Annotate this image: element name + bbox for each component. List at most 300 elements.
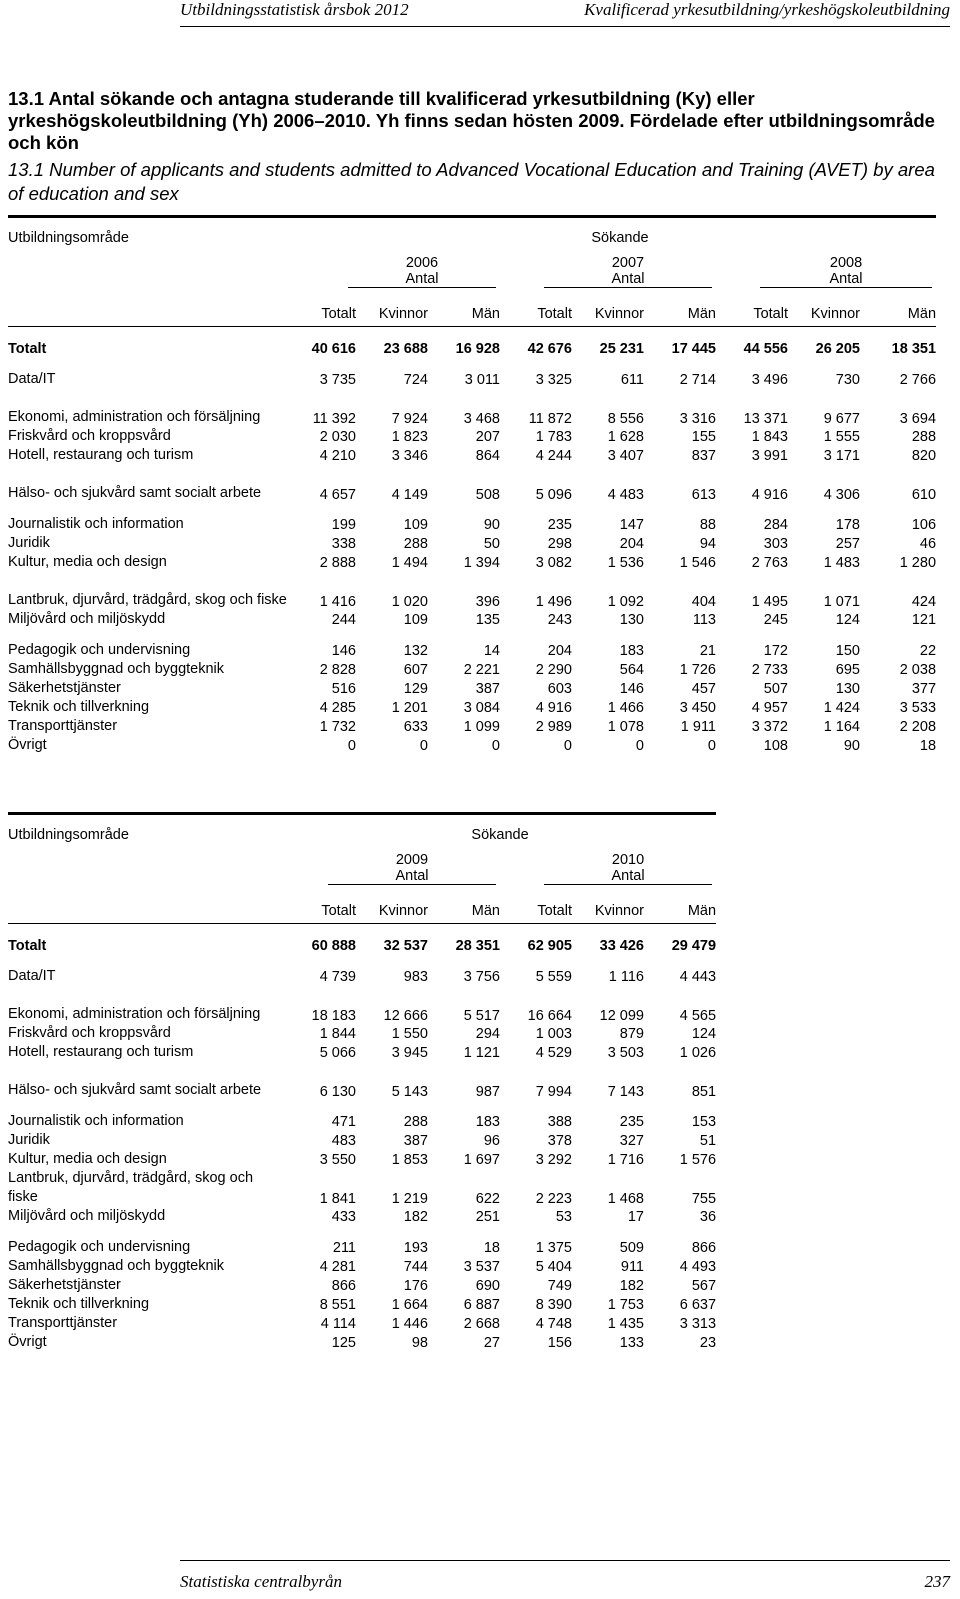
cell-value: 288 xyxy=(403,535,428,552)
cell-value: 4 210 xyxy=(319,447,356,464)
column-subheader: Totalt xyxy=(500,297,572,327)
cell-value: 9 677 xyxy=(823,411,860,427)
cell-value: 607 xyxy=(403,661,428,678)
table-row xyxy=(8,534,936,553)
cell-value: 378 xyxy=(547,1132,572,1149)
unit-label: Antal xyxy=(611,270,645,287)
cell-value: 866 xyxy=(691,1239,717,1256)
cell-value: 182 xyxy=(403,1208,428,1225)
cell-value: 1 823 xyxy=(391,428,428,445)
cell-value: 5 096 xyxy=(535,487,572,503)
cell-value: 193 xyxy=(403,1239,428,1256)
cell-value: 146 xyxy=(619,680,644,697)
cell-value: 879 xyxy=(619,1025,644,1042)
cell-value: 4 483 xyxy=(607,487,644,503)
cell-value: 3 756 xyxy=(463,968,500,985)
cell-value: 1 550 xyxy=(391,1025,428,1042)
cell-value: 150 xyxy=(835,642,860,659)
cell-value: 4 529 xyxy=(535,1044,572,1061)
cell-value: 0 xyxy=(347,737,356,754)
row-label: Ekonomi, administration och försäljning xyxy=(8,1006,261,1022)
cell-value: 3 084 xyxy=(463,699,500,716)
cell-value: 387 xyxy=(403,1132,428,1149)
row-label: Pedagogik och undervisning xyxy=(8,1239,191,1255)
cell-value: 245 xyxy=(763,611,788,628)
cell-value: 25 231 xyxy=(599,340,644,357)
cell-value: 1 911 xyxy=(680,718,716,735)
cell-value: 1 843 xyxy=(751,428,788,445)
cell-value: 0 xyxy=(707,737,716,754)
cell-value: 235 xyxy=(619,1113,644,1130)
cell-value: 23 xyxy=(699,1334,717,1351)
cell-value: 1 468 xyxy=(607,1191,644,1207)
cell-value: 622 xyxy=(475,1191,500,1207)
cell-value: 1 394 xyxy=(463,554,500,571)
row-label: Teknik och tillverkning xyxy=(8,1296,150,1312)
cell-value: 40 616 xyxy=(311,340,356,357)
cell-value: 866 xyxy=(331,1277,356,1294)
cell-value: 3 011 xyxy=(464,371,500,388)
table-row xyxy=(8,370,936,389)
cell-value: 121 xyxy=(911,611,937,628)
cell-value: 130 xyxy=(619,611,644,628)
cell-value: 730 xyxy=(835,371,860,388)
cell-value: 1 783 xyxy=(535,428,572,445)
cell-value: 44 556 xyxy=(743,340,788,357)
column-subheader: Män xyxy=(428,894,500,924)
table-row xyxy=(8,967,716,986)
cell-value: 2 030 xyxy=(319,428,356,445)
table-row xyxy=(8,1131,716,1150)
cell-value: 1 026 xyxy=(679,1044,717,1061)
column-subheader: Män xyxy=(428,297,500,327)
cell-value: 133 xyxy=(619,1334,644,1351)
row-label: Hotell, restaurang och turism xyxy=(8,447,194,463)
cell-value: 244 xyxy=(331,611,356,628)
cell-value: 610 xyxy=(911,487,937,503)
cell-value: 387 xyxy=(475,680,500,697)
cell-value: 32 537 xyxy=(383,937,428,954)
cell-value: 106 xyxy=(911,516,937,533)
cell-value: 17 xyxy=(627,1208,644,1225)
cell-value: 1 841 xyxy=(319,1191,356,1207)
cell-value: 4 657 xyxy=(319,487,356,503)
row-label: Data/IT xyxy=(8,968,56,984)
row-label: Samhällsbyggnad och byggteknik xyxy=(8,1258,225,1274)
cell-value: 1 121 xyxy=(463,1044,500,1061)
cell-value: 8 556 xyxy=(607,411,644,427)
row-label: Övrigt xyxy=(8,737,47,753)
cell-value: 288 xyxy=(911,428,937,445)
cell-value: 4 739 xyxy=(319,968,356,985)
cell-value: 11 392 xyxy=(312,411,356,427)
column-subheader: Kvinnor xyxy=(356,297,428,327)
cell-value: 176 xyxy=(403,1277,428,1294)
cell-value: 3 468 xyxy=(463,411,500,427)
cell-value: 178 xyxy=(835,516,860,533)
cell-value: 1 446 xyxy=(391,1315,428,1332)
row-label: Journalistik och information xyxy=(8,516,184,532)
cell-value: 1 726 xyxy=(679,661,716,678)
year-label: 2006 xyxy=(405,254,439,271)
cell-value: 96 xyxy=(483,1132,500,1149)
cell-value: 29 479 xyxy=(671,937,717,954)
table-row xyxy=(8,1333,716,1352)
cell-value: 146 xyxy=(331,642,356,659)
cell-value: 257 xyxy=(835,535,860,552)
cell-value: 36 xyxy=(699,1208,717,1225)
cell-value: 18 183 xyxy=(311,1008,356,1024)
table-row xyxy=(8,1024,716,1043)
cell-value: 1 164 xyxy=(823,718,860,735)
column-subheader: Män xyxy=(860,297,936,327)
group-header-sokande: Sökande xyxy=(304,217,936,247)
cell-value: 183 xyxy=(619,642,644,659)
cell-value: 2 714 xyxy=(679,371,716,388)
cell-value: 3 735 xyxy=(319,371,356,388)
column-subheader: Kvinnor xyxy=(572,894,644,924)
row-label: Miljövård och miljöskydd xyxy=(8,611,166,627)
cell-value: 46 xyxy=(919,535,937,552)
cell-value: 42 676 xyxy=(527,340,572,357)
year-label: 2009 xyxy=(395,851,429,868)
row-label: Säkerhetstjänster xyxy=(8,680,121,696)
cell-value: 744 xyxy=(403,1258,428,1275)
cell-value: 2 208 xyxy=(899,718,937,735)
cell-value: 396 xyxy=(475,594,500,610)
table-row xyxy=(8,389,936,427)
cell-value: 1 576 xyxy=(679,1151,717,1168)
column-subheader: Totalt xyxy=(500,894,572,924)
cell-value: 2 733 xyxy=(751,661,788,678)
cell-value: 1 495 xyxy=(751,594,788,610)
cell-value: 5 517 xyxy=(463,1008,500,1024)
row-label: Miljövård och miljöskydd xyxy=(8,1208,166,1224)
cell-value: 98 xyxy=(411,1334,428,1351)
cell-value: 1 697 xyxy=(463,1151,500,1168)
table-row xyxy=(8,1112,716,1131)
cell-value: 613 xyxy=(691,487,716,503)
unit-label: Antal xyxy=(611,867,645,884)
cell-value: 5 559 xyxy=(535,968,572,985)
column-subheader: Kvinnor xyxy=(572,297,644,327)
cell-value: 90 xyxy=(483,516,500,533)
row-label: Lantbruk, djurvård, trädgård, skog och fiske xyxy=(8,1170,254,1205)
row-label: Ekonomi, administration och försäljning xyxy=(8,409,261,425)
cell-value: 1 628 xyxy=(607,428,644,445)
cell-value: 603 xyxy=(547,680,572,697)
cell-value: 837 xyxy=(691,447,716,464)
cell-value: 50 xyxy=(483,535,500,552)
header-spacer xyxy=(8,247,304,297)
cell-value: 3 533 xyxy=(899,699,937,716)
row-label: Juridik xyxy=(8,1132,50,1148)
cell-value: 3 325 xyxy=(535,371,572,388)
column-subheader: Kvinnor xyxy=(356,894,428,924)
year-header xyxy=(304,247,500,297)
row-label: Totalt xyxy=(8,937,47,954)
cell-value: 567 xyxy=(691,1277,717,1294)
cell-value: 3 496 xyxy=(751,371,788,388)
cell-value: 16 664 xyxy=(527,1008,572,1024)
cell-value: 8 390 xyxy=(535,1296,572,1313)
statistics-table-2006-2008 xyxy=(8,215,936,755)
cell-value: 3 945 xyxy=(391,1044,428,1061)
cell-value: 27 xyxy=(483,1334,500,1351)
cell-value: 749 xyxy=(547,1277,572,1294)
cell-value: 3 550 xyxy=(319,1151,356,1168)
table-row xyxy=(8,660,936,679)
cell-value: 6 887 xyxy=(463,1296,500,1313)
cell-value: 483 xyxy=(331,1132,356,1149)
row-label: Transporttjänster xyxy=(8,1315,118,1331)
cell-value: 690 xyxy=(475,1277,500,1294)
table-row xyxy=(8,1314,716,1333)
row-label: Kultur, media och design xyxy=(8,1151,167,1167)
cell-value: 4 957 xyxy=(751,699,788,716)
cell-value: 1 003 xyxy=(535,1025,572,1042)
cell-value: 7 994 xyxy=(535,1084,572,1100)
page-footer xyxy=(180,1560,950,1590)
table-title-english: 13.1 Number of applicants and students admitted to Advanced Vocational Education and Training (AVET) by area of education and sex xyxy=(8,159,935,204)
cell-value: 4 916 xyxy=(751,487,788,503)
cell-value: 4 114 xyxy=(320,1315,356,1332)
statistics-table-2009-2010 xyxy=(8,812,716,1352)
cell-value: 94 xyxy=(699,535,716,552)
cell-value: 303 xyxy=(763,535,788,552)
table-row xyxy=(8,1238,716,1257)
row-label: Friskvård och kroppsvård xyxy=(8,428,171,444)
cell-value: 471 xyxy=(331,1113,356,1130)
table-row xyxy=(8,698,936,717)
cell-value: 433 xyxy=(331,1208,356,1225)
year-label: 2007 xyxy=(611,254,645,271)
table-row xyxy=(8,717,936,736)
cell-value: 1 020 xyxy=(391,594,428,610)
footer-publisher: Statistiska centralbyrån xyxy=(180,1572,342,1591)
cell-value: 129 xyxy=(403,680,428,697)
column-subheader: Män xyxy=(644,297,716,327)
cell-value: 1 546 xyxy=(679,554,716,571)
stub-header: Utbildningsområde xyxy=(8,217,304,247)
row-label: Juridik xyxy=(8,535,50,551)
cell-value: 2 290 xyxy=(535,661,572,678)
row-label: Hälso- och sjukvård samt socialt arbete xyxy=(8,1082,262,1098)
table-row xyxy=(8,1295,716,1314)
cell-value: 18 xyxy=(919,737,937,754)
cell-value: 4 443 xyxy=(679,968,717,985)
cell-value: 1 424 xyxy=(823,699,860,716)
cell-value: 4 493 xyxy=(679,1258,717,1275)
cell-value: 4 281 xyxy=(319,1258,356,1275)
cell-value: 611 xyxy=(620,371,644,388)
cell-value: 1 435 xyxy=(607,1315,644,1332)
cell-value: 18 xyxy=(483,1239,500,1256)
cell-value: 1 219 xyxy=(391,1191,428,1207)
cell-value: 1 732 xyxy=(319,718,356,735)
table-row xyxy=(8,610,936,629)
cell-value: 155 xyxy=(691,428,716,445)
row-label: Hälso- och sjukvård samt socialt arbete xyxy=(8,485,262,501)
cell-value: 3 313 xyxy=(679,1315,717,1332)
cell-value: 153 xyxy=(691,1113,717,1130)
year-header xyxy=(716,247,936,297)
table-row xyxy=(8,679,936,698)
stub-header: Utbildningsområde xyxy=(8,814,284,844)
header-spacer xyxy=(8,844,284,894)
cell-value: 294 xyxy=(475,1025,500,1042)
cell-value: 1 494 xyxy=(391,554,428,571)
row-label: Journalistik och information xyxy=(8,1113,184,1129)
table-row xyxy=(8,1169,716,1207)
cell-value: 1 280 xyxy=(899,554,937,571)
cell-value: 156 xyxy=(547,1334,572,1351)
cell-value: 51 xyxy=(699,1132,717,1149)
cell-value: 564 xyxy=(619,661,644,678)
cell-value: 4 748 xyxy=(535,1315,572,1332)
row-label: Kultur, media och design xyxy=(8,554,167,570)
cell-value: 28 351 xyxy=(455,937,500,954)
cell-value: 16 928 xyxy=(455,340,500,357)
year-header xyxy=(284,844,500,894)
cell-value: 1 071 xyxy=(823,594,860,610)
cell-value: 2 766 xyxy=(899,371,937,388)
cell-value: 1 716 xyxy=(607,1151,644,1168)
cell-value: 7 143 xyxy=(607,1084,644,1100)
table-row xyxy=(8,736,936,755)
table-row xyxy=(8,427,936,446)
cell-value: 3 346 xyxy=(391,447,428,464)
running-header xyxy=(0,0,960,32)
cell-value: 4 565 xyxy=(679,1008,717,1024)
cell-value: 124 xyxy=(835,611,860,628)
cell-value: 14 xyxy=(483,642,500,659)
cell-value: 5 404 xyxy=(535,1258,572,1275)
cell-value: 132 xyxy=(403,642,428,659)
cell-value: 88 xyxy=(699,516,716,533)
cell-value: 3 991 xyxy=(751,447,788,464)
cell-value: 388 xyxy=(547,1113,572,1130)
cell-value: 11 872 xyxy=(528,411,572,427)
cell-value: 851 xyxy=(691,1084,717,1100)
cell-value: 243 xyxy=(547,611,572,628)
cell-value: 424 xyxy=(911,594,937,610)
cell-value: 183 xyxy=(475,1113,500,1130)
cell-value: 235 xyxy=(547,516,572,533)
cell-value: 2 668 xyxy=(463,1315,500,1332)
year-header xyxy=(500,247,716,297)
row-label: Pedagogik och undervisning xyxy=(8,642,191,658)
cell-value: 207 xyxy=(475,428,500,445)
cell-value: 3 537 xyxy=(463,1258,500,1275)
column-subheader: Kvinnor xyxy=(788,297,860,327)
row-label: Lantbruk, djurvård, trädgård, skog och fiske xyxy=(8,592,287,608)
cell-value: 1 078 xyxy=(607,718,644,735)
column-subheader: Totalt xyxy=(284,894,356,924)
header-chapter-title: Kvalificerad yrkesutbildning/yrkeshögskoleutbildning xyxy=(584,0,950,19)
cell-value: 22 xyxy=(919,642,937,659)
header-rule xyxy=(180,26,950,27)
cell-value: 983 xyxy=(403,968,428,985)
cell-value: 5 066 xyxy=(319,1044,356,1061)
row-label: Hotell, restaurang och turism xyxy=(8,1044,194,1060)
cell-value: 327 xyxy=(619,1132,644,1149)
cell-value: 2 038 xyxy=(899,661,937,678)
cell-value: 12 099 xyxy=(599,1008,644,1024)
cell-value: 182 xyxy=(619,1277,644,1294)
row-label: Transporttjänster xyxy=(8,718,118,734)
cell-value: 211 xyxy=(332,1239,356,1256)
cell-value: 1 536 xyxy=(607,554,644,571)
table-row xyxy=(8,465,936,503)
cell-value: 17 445 xyxy=(671,340,716,357)
table-row-total xyxy=(8,339,936,358)
table-row xyxy=(8,1043,716,1062)
cell-value: 1 092 xyxy=(607,594,644,610)
year-label: 2010 xyxy=(611,851,645,868)
cell-value: 204 xyxy=(619,535,644,552)
cell-value: 135 xyxy=(475,611,500,628)
cell-value: 724 xyxy=(403,371,428,388)
row-label: Samhällsbyggnad och byggteknik xyxy=(8,661,225,677)
cell-value: 1 753 xyxy=(607,1296,644,1313)
table-row xyxy=(8,1276,716,1295)
table-row xyxy=(8,1150,716,1169)
table-row xyxy=(8,572,936,610)
cell-value: 33 426 xyxy=(599,937,644,954)
column-subheader: Totalt xyxy=(304,297,356,327)
cell-value: 4 916 xyxy=(535,699,572,716)
cell-value: 1 466 xyxy=(607,699,644,716)
cell-value: 13 371 xyxy=(743,411,788,427)
table-row xyxy=(8,553,936,572)
cell-value: 125 xyxy=(331,1334,356,1351)
cell-value: 2 828 xyxy=(319,661,356,678)
cell-value: 0 xyxy=(419,737,428,754)
cell-value: 695 xyxy=(835,661,860,678)
cell-value: 298 xyxy=(547,535,572,552)
cell-value: 1 201 xyxy=(391,699,428,716)
cell-value: 987 xyxy=(475,1084,500,1100)
table-row xyxy=(8,515,936,534)
table-title-swedish: 13.1 Antal sökande och antagna studerande till kvalificerad yrkesutbildning (Ky) eller yrkeshögskoleutbildning (Yh) 2006–2010. Yh finns sedan hösten 2009. Fördelade efter utbildningsområde och kön xyxy=(8,88,935,153)
cell-value: 508 xyxy=(475,487,500,503)
cell-value: 3 503 xyxy=(607,1044,644,1061)
cell-value: 7 924 xyxy=(391,411,428,427)
row-label: Teknik och tillverkning xyxy=(8,699,150,715)
cell-value: 820 xyxy=(911,447,937,464)
column-subheader: Totalt xyxy=(716,297,788,327)
table-row xyxy=(8,986,716,1024)
year-header xyxy=(500,844,716,894)
cell-value: 2 223 xyxy=(535,1191,572,1207)
cell-value: 755 xyxy=(691,1191,717,1207)
cell-value: 1 483 xyxy=(823,554,860,571)
cell-value: 204 xyxy=(547,642,572,659)
cell-value: 1 375 xyxy=(535,1239,572,1256)
cell-value: 509 xyxy=(619,1239,644,1256)
row-label: Data/IT xyxy=(8,371,56,387)
page-number: 237 xyxy=(924,1572,950,1591)
cell-value: 1 116 xyxy=(608,968,644,985)
cell-value: 109 xyxy=(403,516,428,533)
subheader-spacer xyxy=(8,894,284,924)
cell-value: 3 082 xyxy=(535,554,572,571)
cell-value: 251 xyxy=(475,1208,500,1225)
cell-value: 0 xyxy=(563,737,572,754)
row-label: Friskvård och kroppsvård xyxy=(8,1025,171,1041)
cell-value: 2 221 xyxy=(463,661,500,678)
